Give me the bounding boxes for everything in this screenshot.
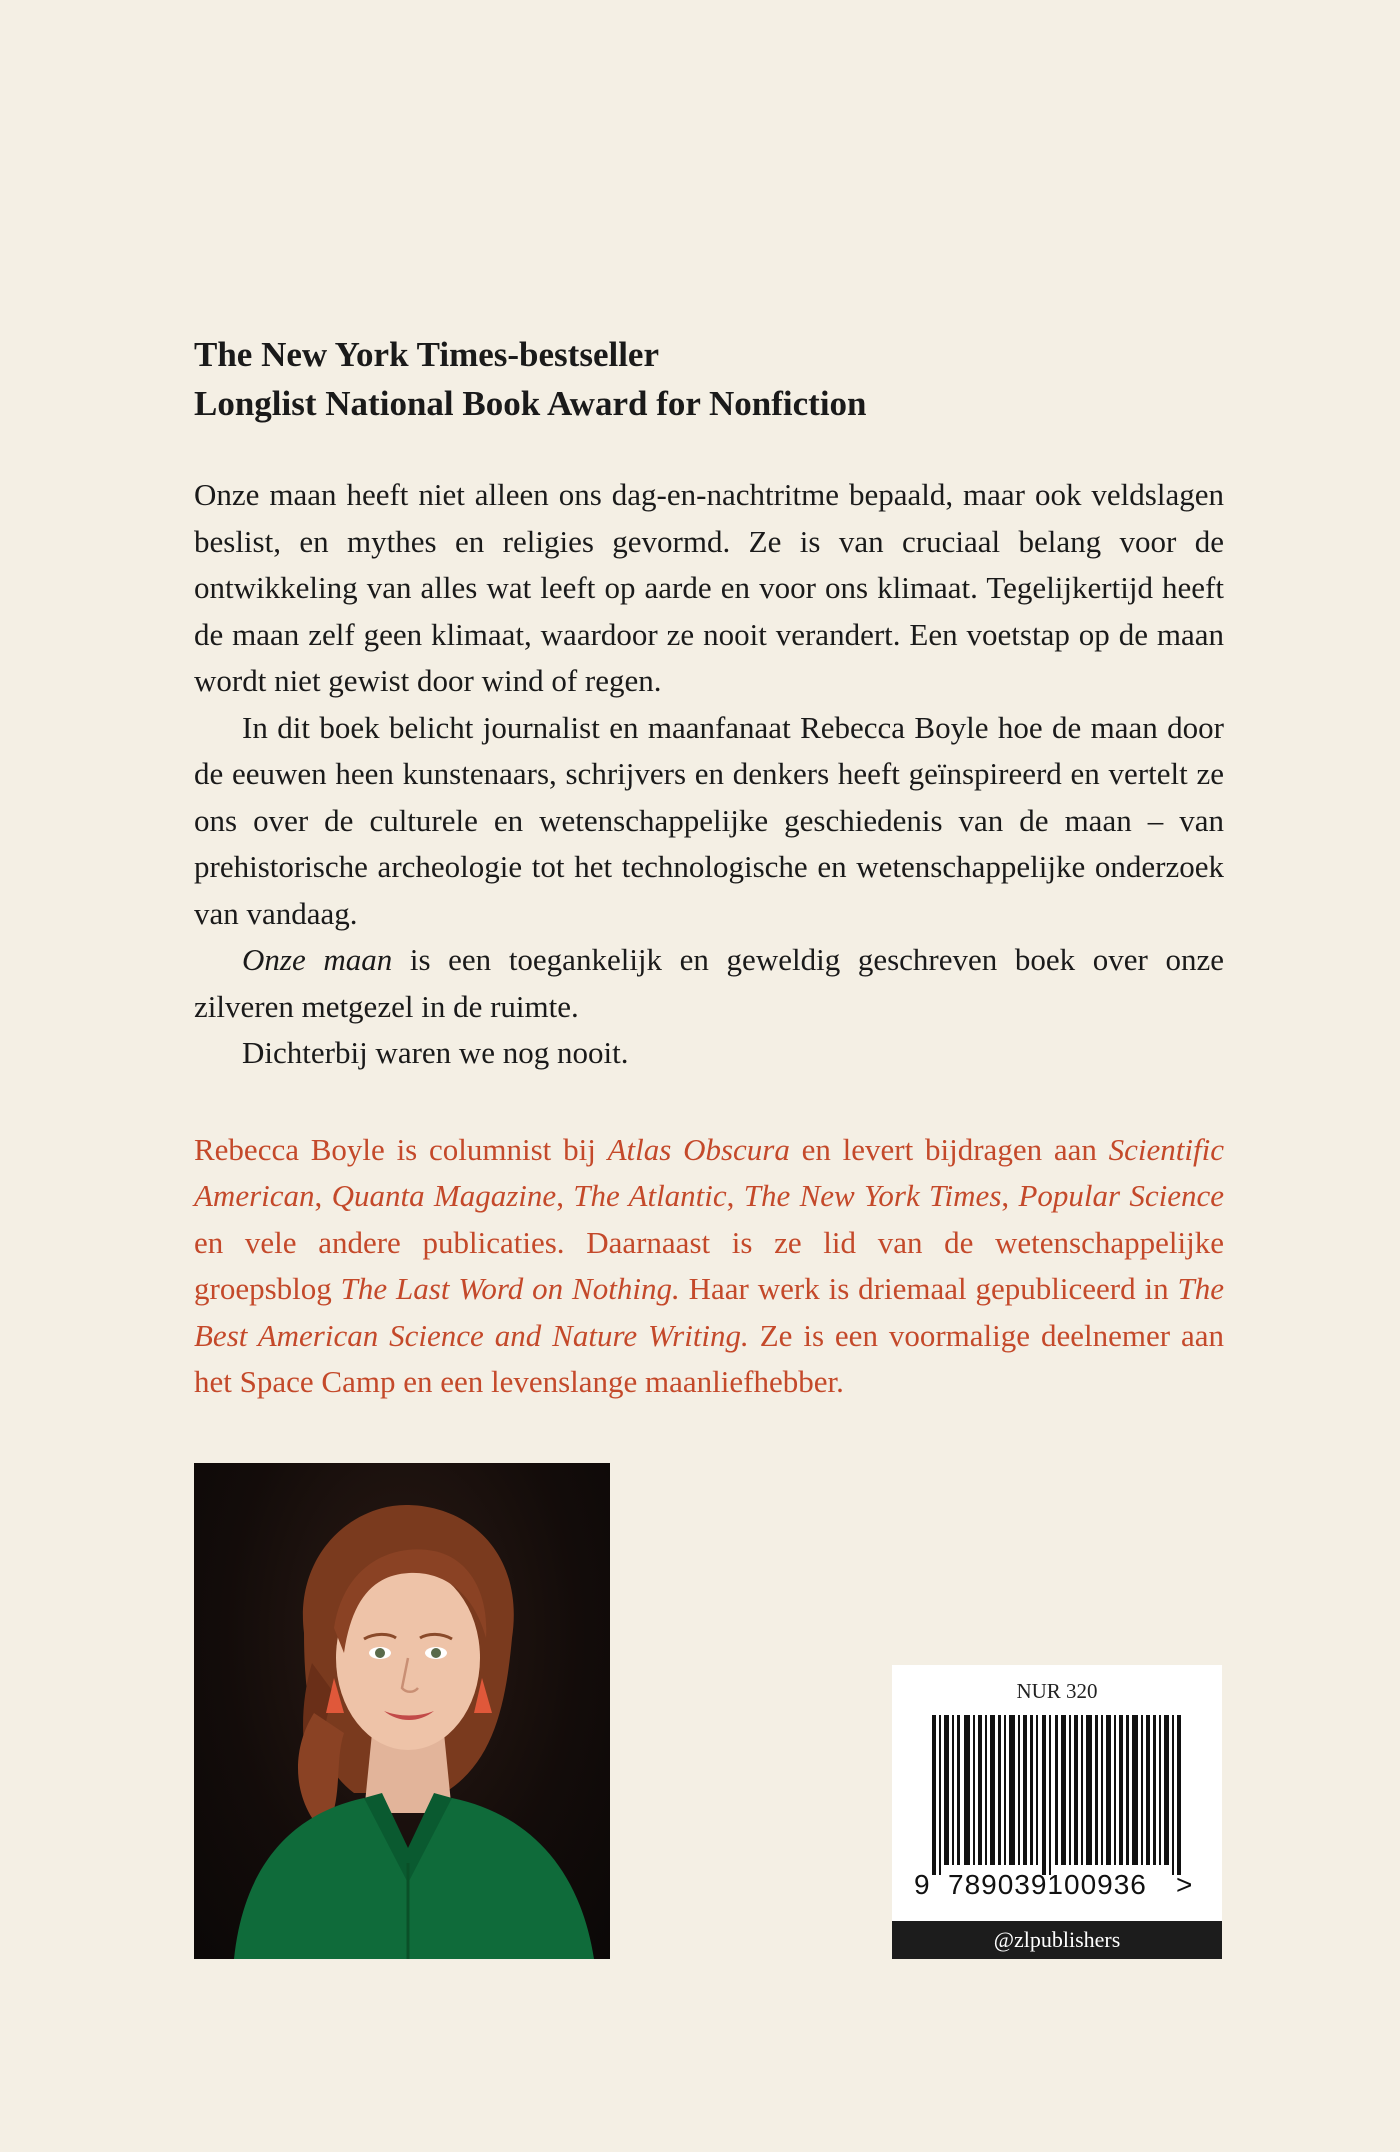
barcode-icon (932, 1715, 1182, 1875)
bio-publication: Popular Science (1018, 1178, 1225, 1213)
isbn-digits: 789039100936 (948, 1869, 1147, 1900)
bio-publication: Scientific American (194, 1131, 1224, 1213)
bio-publication: Quanta Magazine (331, 1178, 557, 1213)
blurb-paragraph-2: In dit boek belicht journalist en maanfanaat Rebecca Boyle hoe de maan door de eeuwen heen kunstenaars, schrijvers en denkers heeft geïnspireerd en vertelt ze ons over de culturele en wetenschappelijke geschiedenis van de maan – van prehistorische archeologie tot het technologische en wetenschappelijke onderzoek van vandaag. (194, 709, 1224, 931)
headline-longlist: Longlist National Book Award for Nonfiction (194, 384, 867, 423)
blurb-paragraph-3-text: is een toegankelijk en geweldig geschreven boek over onze zilveren metgezel in de ruimte. (194, 942, 1224, 1024)
bio-text: , (1001, 1178, 1019, 1213)
bio-text: Rebecca Boyle is columnist bij (194, 1131, 608, 1167)
book-title: Onze maan (242, 942, 393, 977)
bio-text: , (314, 1178, 332, 1213)
bio-text: Haar werk is driemaal gepubliceerd in (679, 1271, 1178, 1306)
blurb-paragraph-4: Dichterbij waren we nog nooit. (242, 1035, 629, 1070)
bio-text: Ze is een voormalige deelnemer aan het Space Camp en een levenslange maanliefhebber. (194, 1317, 1224, 1399)
nur-code: NUR 320 (1016, 1679, 1098, 1703)
barcode-box (892, 1665, 1222, 1959)
bio-publication: The Last Word on Nothing. (340, 1271, 680, 1306)
bio-publication: The Atlantic (573, 1178, 727, 1213)
isbn-arrow: > (1176, 1869, 1194, 1900)
bio-text: , (726, 1178, 744, 1213)
bio-text: en vele andere publicaties. Daarnaast is ze lid van de wetenschappelijke groepsblog (194, 1224, 1224, 1306)
bio-text: en levert bijdragen aan (789, 1131, 1109, 1167)
bio-publication: The Best American Science and Nature Writing. (194, 1271, 1224, 1353)
blurb-paragraph-3 (194, 937, 1224, 1030)
isbn-lead-digit: 9 (914, 1869, 931, 1900)
author-bio (194, 1127, 1224, 1406)
back-cover-text (194, 330, 1224, 1437)
bio-publication: The New York Times (743, 1178, 1002, 1213)
headline-bestseller: The New York Times-bestseller (194, 335, 659, 374)
blurb (194, 472, 1224, 1077)
bio-publication: Atlas Obscura (607, 1131, 790, 1167)
author-photo (194, 1463, 610, 1959)
author-portrait-icon (194, 1463, 610, 1959)
blurb-paragraph-1: Onze maan heeft niet alleen ons dag-en-nachtritme bepaald, maar ook veldslagen beslist, en mythes en religies gevormd. Ze is van cruciaal belang voor de ontwikkeling van alles wat leeft op aarde en voor ons klimaat. Tegelijkertijd heeft de maan zelf geen klimaat, waardoor ze nooit verandert. Een voetstap op de maan wordt niet gewist door wind of regen. (194, 477, 1224, 698)
bio-text: , (556, 1178, 574, 1213)
publisher-handle: @zlpublishers (892, 1921, 1222, 1959)
